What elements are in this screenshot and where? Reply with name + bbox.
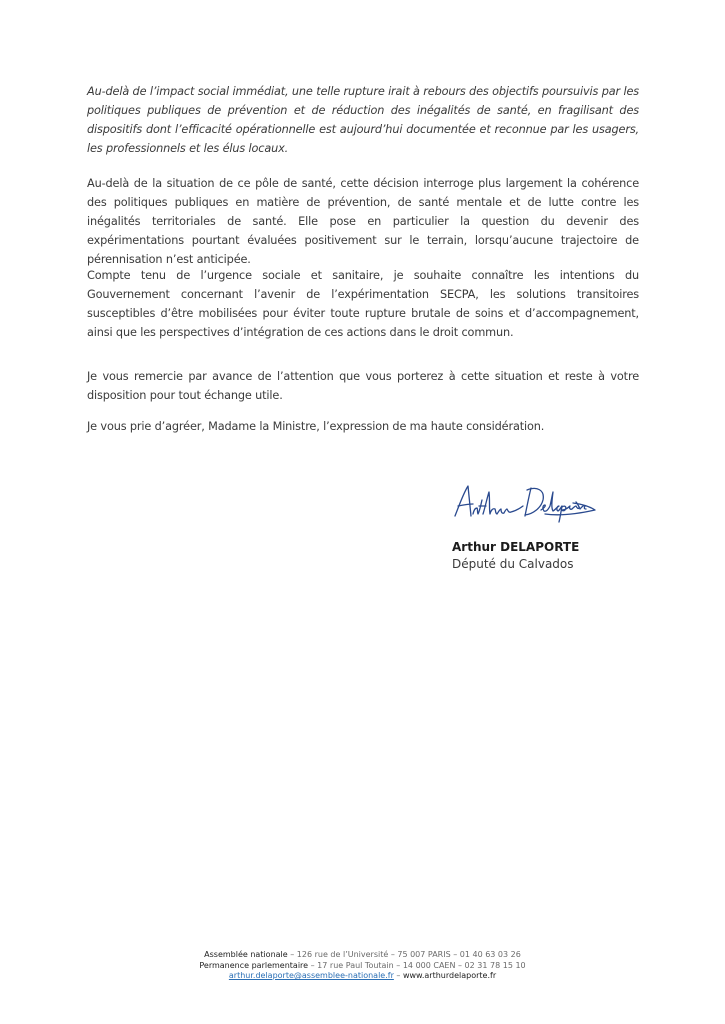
footer-assemblee-address: – 126 rue de l’Université – 75 007 PARIS – 01 40 63 03 26 [287,950,521,959]
paragraph-intentions-gouvernement: Compte tenu de l’urgence sociale et sanitaire, je souhaite connaître les intentions du Gouvernement concernant l’avenir de l’expérimentation SECPA, les solutions transitoires susceptibles d’être mobilisées pour éviter toute rupture brutale de soins et d’accompagnement, ainsi que les perspectives d’intégration de ces actions dans le droit commun. [87,269,639,339]
footer-line-permanence [0,961,725,972]
paragraph-formule-politesse: Je vous prie d’agréer, Madame la Ministre, l’expression de ma haute considération. [87,420,545,433]
footer-permanence-address: – 17 rue Paul Toutain – 14 000 CAEN – 02 31 78 15 10 [308,960,526,970]
footer-separator: – [393,971,403,980]
paragraph-impact-social: Au-delà de l’impact social immédiat, une telle rupture irait à rebours des objectifs poursuivis par les politiques publiques de prévention et de réduction des inégalités de santé, en fragilisant des dispositifs dont l’efficacité opérationnelle est aujourd’hui documentée et reconnue par les usagers, les professionnels et les élus locaux. [87,85,639,155]
footer-contact [0,950,725,982]
paragraph-remerciements: Je vous remercie par avance de l’attention que vous porterez à cette situation et reste à votre disposition pour tout échange utile. [87,370,639,402]
paragraph-coherence-politiques: Au-delà de la situation de ce pôle de santé, cette décision interroge plus largement la cohérence des politiques publiques en matière de prévention, de santé mentale et de lutte contre les inégalités territoriales de santé. Elle pose en particulier la question du devenir des expérimentations pourtant évaluées positivement sur le terrain, lorsqu’aucune trajectoire de pérennisation n’est anticipée. [87,177,639,266]
footer-line-links [0,971,725,982]
handwritten-signature-image [449,478,599,526]
signer-name: Arthur DELAPORTE [452,540,580,554]
footer-line-assemblee [0,950,725,961]
signer-title: Député du Calvados [452,557,574,571]
footer-assemblee-label: Assemblée nationale [204,950,288,959]
footer-email-link[interactable]: arthur.delaporte@assemblee-nationale.fr [228,971,394,980]
footer-permanence-label: Permanence parlementaire [199,960,309,970]
signature-block [449,478,609,526]
footer-website[interactable]: www.arthurdelaporte.fr [402,971,497,980]
